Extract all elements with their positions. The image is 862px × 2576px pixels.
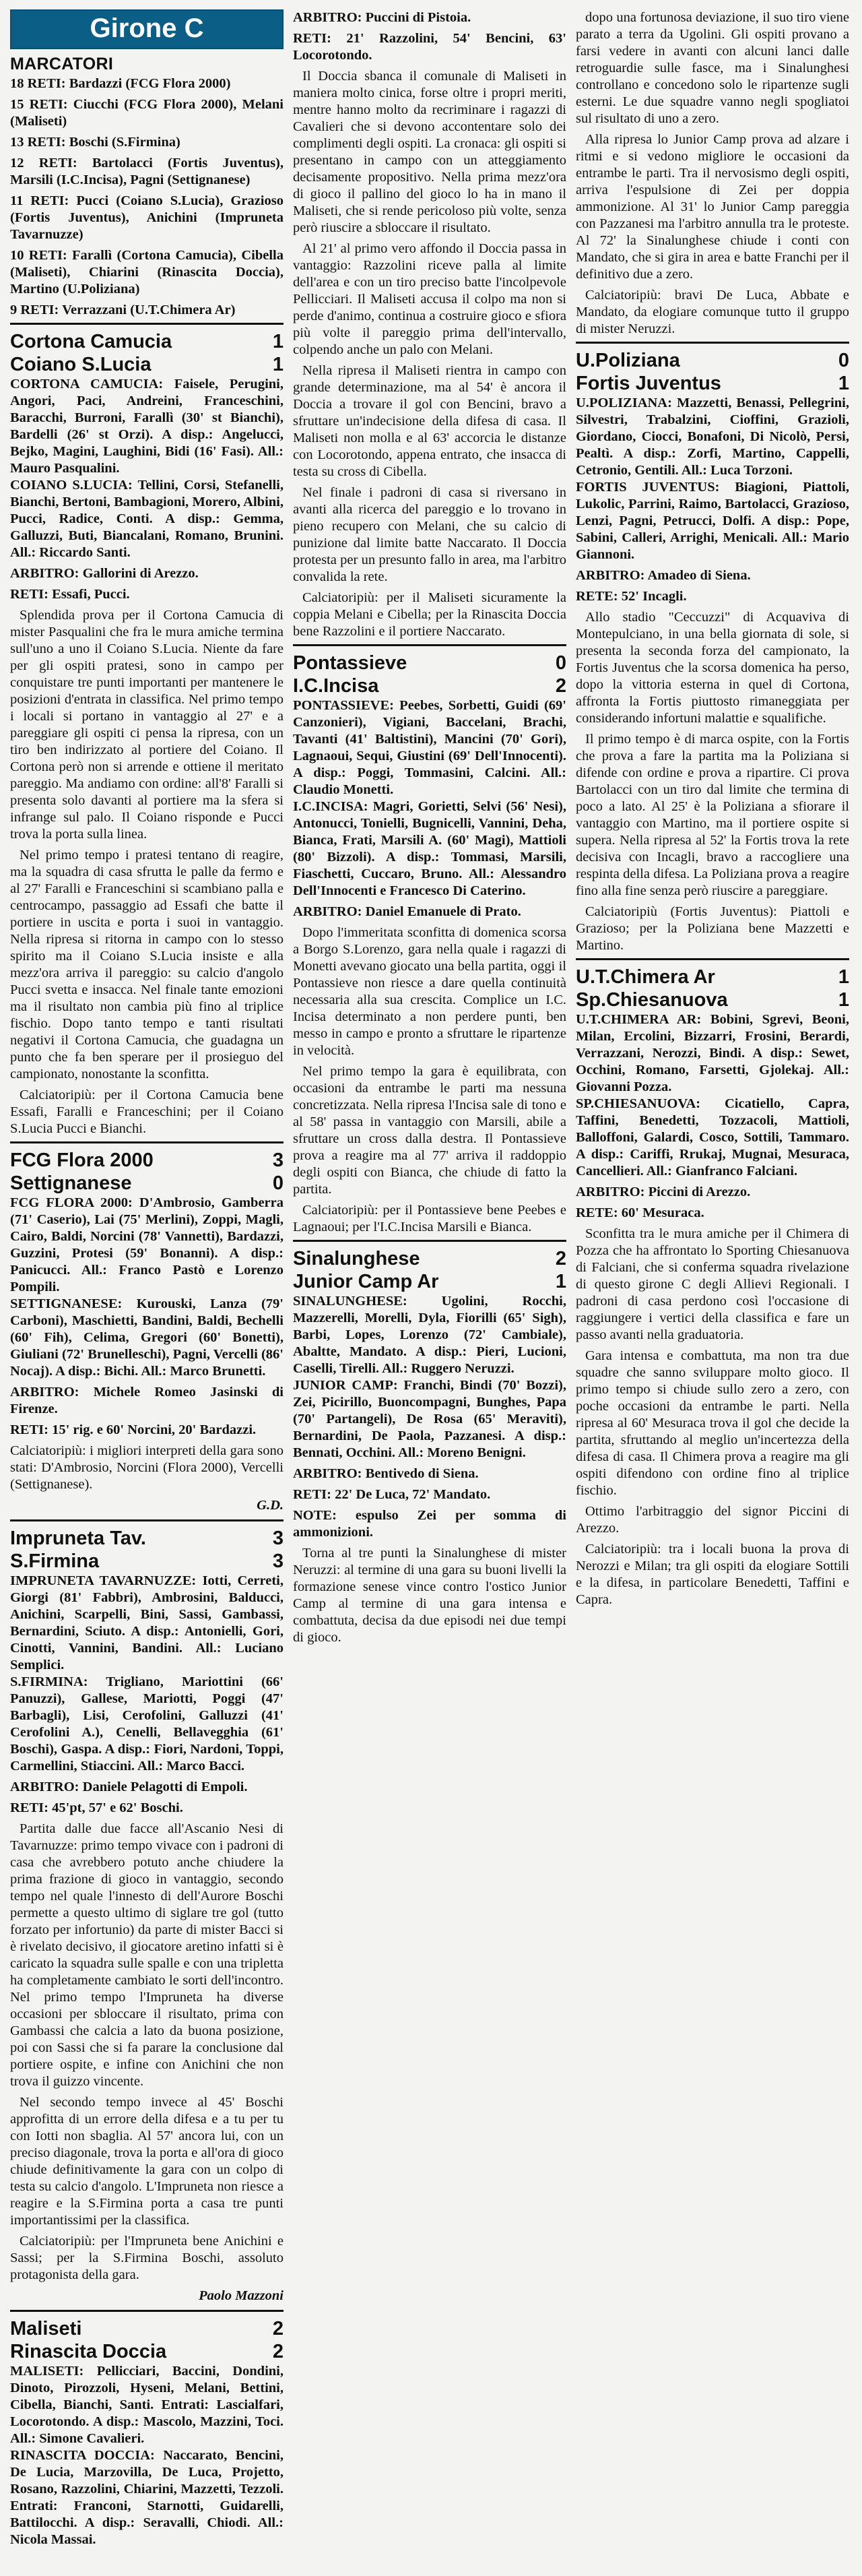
match-header-8 xyxy=(576,966,849,1011)
author-signature: Paolo Mazzoni xyxy=(199,2288,284,2303)
away-team: S.Firmina xyxy=(10,1550,100,1572)
goals: RETE: 60' Mesuraca. xyxy=(576,1205,704,1220)
away-team: Settignanese xyxy=(10,1172,132,1194)
referee: ARBITRO: Puccini di Pistoia. xyxy=(293,10,471,25)
report-paragraph: Nel secondo tempo invece al 45' Boschi approfitta di un errore della difesa e a tu per tu con Iotti non sbaglia. Al 57' ancora lui, con un preciso diagonale, trova la porta e all'ora di gioco chiude definitivamente la gara con un colpo di testa su calcio d'angolo. L'Impruneta non riesce a reagire e la S.Firmina porta a casa tre punti importantissimi per la classifica. xyxy=(10,2095,284,2228)
report-paragraph: Nella ripresa il Maliseti rientra in campo con grande determinazione, ma al 54' è ancora il Doccia a trovare il gol con Bencini, bravo a sfruttare un'indecisione della difesa di casa. Il Maliseti non molla e al 63' accorcia le distanze con Locorotondo, appena entrato, che insacca di testa su cross di Cibella. xyxy=(293,363,566,479)
home-score: 2 xyxy=(555,1248,566,1269)
home-score: 1 xyxy=(272,331,284,352)
referee: ARBITRO: Gallorini di Arezzo. xyxy=(10,566,199,581)
home-team: U.T.Chimera Ar xyxy=(576,966,715,988)
away-score: 2 xyxy=(555,675,566,697)
lineups: MALISETI: Pellicciari, Baccini, Dondini, Dinoto, Pirozzoli, Hyseni, Melani, Bettini, Cibella, Bianchi, Santi. Entrati: Lascialfari, Locorotondo. A disp.: Mascolo, Mazzini, Toci. All.: Simone Cavalieri. RINASCITA DOCCIA: Naccarato, Bencini, De Lucia, Marzovilla, De Luca, Projetto, Rosano, Razzolini, Chiarini, Mazzetti, Tezzoli. Entrati: Franconi, Starnotti, Guidarelli, Battilocchi. A disp.: Seravalli, Chiodi. All.: Nicola Massai. xyxy=(10,2364,284,2547)
away-score: 1 xyxy=(838,373,849,394)
home-score: 3 xyxy=(272,1528,284,1549)
report-paragraph: Calciatoripiù: tra i locali buona la prova di Nerozzi e Milan; tra gli ospiti da elogiare Sottili e la difesa, in particolare Benedetti, Taffini e Capra. xyxy=(576,1542,849,1607)
home-team: Cortona Camucia xyxy=(10,331,172,352)
divider xyxy=(293,1240,566,1242)
report-paragraph: Calciatoripiù: per l'Impruneta bene Anichini e Sassi; per la S.Firmina Boschi, assoluto protagonista della gara. xyxy=(10,2234,284,2282)
report-paragraph: Sconfitta tra le mura amiche per il Chimera di Pozza che ha affrontato lo Sporting Chiesanuova di Falciani, che si conferma squadra rivelazione di questo girone C degli Allievi Regionali. I padroni di casa perdono così l'occasione di raggiungere i vertici della classifica e fare un passo avanti nella graduatoria. xyxy=(576,1226,849,1342)
report-paragraph: Ottimo l'arbitraggio del signor Piccini di Arezzo. xyxy=(576,1504,849,1536)
away-team: Fortis Juventus xyxy=(576,373,721,394)
lineups: CORTONA CAMUCIA: Faisele, Perugini, Angori, Paci, Andreini, Franceschini, Baracchi, Burroni, Farallì (30' st Bianchi), Bardelli (26' st Orzi). A disp.: Angelucci, Bejko, Magini, Laughini, Bidi (16' Fasi). All.: Mauro Pasqualini. COIANO S.LUCIA: Tellini, Corsi, Stefanelli, Bianchi, Bertoni, Bambagioni, Morero, Albini, Pucci, Radice, Conti. A disp.: Gemma, Galluzzi, Buti, Biancalani, Romano, Brunini. All.: Riccardo Santi. xyxy=(10,377,284,560)
report-paragraph: Calciatoripiù: per il Pontassieve bene Peebes e Lagnaoui; per l'I.C.Incisa Marsili e Bianca. xyxy=(293,1203,566,1234)
referee: ARBITRO: Daniel Emanuele di Prato. xyxy=(293,904,521,919)
lineups: SINALUNGHESE: Ugolini, Rocchi, Mazzerelli, Morelli, Dyla, Fiorilli (65' Sigh), Barbi, Lopes, Lorenzo (72' Cambiale), Abaltte, Mandato. A disp.: Pieri, Lucioni, Caselli, Tirelli. All.: Ruggero Neruzzi. JUNIOR CAMP: Franchi, Bindi (70' Bozzi), Zei, Picirillo, Buoncompagni, Bunghes, Papa (70' Partangeli), De Rosa (65' Meraviti), Bernardini, De Paola, Pazzanesi. A disp.: Bennati, Occhini. All.: Moreno Benigni. xyxy=(293,1294,566,1460)
column-2 xyxy=(293,9,566,2556)
referee: ARBITRO: Bentivedo di Siena. xyxy=(293,1466,479,1481)
report-paragraph: dopo una fortunosa deviazione, il suo tiro viene parato a terra da Ugolini. Gli ospiti provano a farsi vedere in avanti con alcuni lanci dalle retroguardie sulle fasce, ma i Sinalunghesi controllano e concedono solo le ripartenze sugli esterni. Le due squadre vanno negli spogliatoi sul risultato di uno a zero. xyxy=(576,10,849,126)
referee: ARBITRO: Daniele Pelagotti di Empoli. xyxy=(10,1780,248,1794)
away-team: Coiano S.Lucia xyxy=(10,354,152,375)
report-paragraph: Calciatoripiù (Fortis Juventus): Piattoli e Grazioso; per la Poliziana bene Mazzetti e Martino. xyxy=(576,904,849,953)
goals: RETE: 52' Incagli. xyxy=(576,589,687,604)
away-score: 3 xyxy=(272,1550,284,1572)
away-team: Junior Camp Ar xyxy=(293,1271,439,1292)
match-header-2 xyxy=(10,1149,284,1195)
scorer-line: 12 RETI: Bartolacci (Fortis Juventus), Marsili (I.C.Incisa), Pagni (Settignanese) xyxy=(10,156,284,187)
goals: RETI: Essafi, Pucci. xyxy=(10,587,130,602)
newspaper-page xyxy=(10,9,852,2556)
away-score: 1 xyxy=(272,354,284,375)
report-paragraph: Il primo tempo è di marca ospite, con la Fortis che prova a fare la partita ma la Poliziana si difende con ordine e prova a ripartire. Ci prova Bartolacci con un tiro dal limite che termina di poco a lato. Al 25' è la Poliziana a sfiorare il vantaggio con Martino, ma il portiere ospite si supera. Nella ripresa al 52' la Fortis trova la rete decisiva con Incagli, bravo a raccogliere una respinta della difesa. La Poliziana prova a reagire fino alla fine senza però riuscire a pareggiare. xyxy=(576,732,849,898)
away-team: I.C.Incisa xyxy=(293,675,379,697)
divider xyxy=(10,1519,284,1521)
away-score: 1 xyxy=(838,989,849,1011)
report-paragraph: Il Doccia sbanca il comunale di Maliseti in maniera molto cinica, forse oltre i propri meriti, mentre hanno molto da recriminare i ragazzi di Cavalieri che si devono accontentare solo dei complimenti degli ospiti. La cronaca: gli ospiti si presentano in campo con un atteggiamento decisamente propositivo. Nella prima mezz'ora di gioco il pallino del gioco lo ha in mano il Maliseti, che si rende pericoloso più volte, senza però riuscire a sbloccare il risultato. xyxy=(293,69,566,235)
column-3 xyxy=(576,9,849,2556)
group-banner: Girone C xyxy=(10,9,284,49)
report-paragraph: Nel primo tempo i pratesi tentano di reagire, ma la squadra di casa sfrutta le palle da fermo e al 27' Faralli e Franceschini si scambiano palla e centrocampo, passaggio ad Essafi che batte il portiere in uscita e porta i suoi in vantaggio. Nella ripresa si ritorna in campo con lo stesso spirito ma il Coiano S.Lucia insiste e alla mezz'ora arriva il pareggio: su calcio d'angolo Pucci svetta e insacca. Nel finale tante emozioni ma il risultato non cambia più fino al triplice fischio. Dopo tanto tempo e tanti risultati negativi il Cortona Camucia, che guadagna un punto che fa ben sperare per il prosieguo del campionato, nonostante la sconfitta. xyxy=(10,848,284,1081)
home-score: 1 xyxy=(838,966,849,988)
report-paragraph: Calciatoripiù: bravi De Luca, Abbate e Mandato, da elogiare comunque tutto il gruppo di mister Neruzzi. xyxy=(576,288,849,336)
report-paragraph: Alla ripresa lo Junior Camp prova ad alzare i ritmi e si vedono migliore le occasioni da entrambe le parti. Tra il nervosismo degli ospiti, arriva l'espulsione di Zei per doppia ammonizione. Al 31' lo Junior Camp pareggia con Pazzanesi ma l'arbitro annulla tra le proteste. Al 72' la Sinalunghese chiude i conti con Mandato, che si gira in area e batte Franchi per il definitivo due a zero. xyxy=(576,132,849,282)
match-header-1 xyxy=(10,330,284,376)
home-score: 0 xyxy=(838,350,849,371)
scorers-list xyxy=(10,75,284,319)
away-score: 1 xyxy=(555,1271,566,1292)
report-paragraph: Gara intensa e combattuta, ma non tra due squadre che sanno sviluppare molto gioco. Il primo tempo si chiude sullo zero a zero, con poche occasioni da entrambe le parti. Nella ripresa al 60' Mesuraca trova il gol che decide la partita, sfruttando al meglio un'incertezza della difesa di casa. Il Chimera prova a reagire ma gli ospiti difendono con ordine fino al triplice fischio. xyxy=(576,1348,849,1498)
home-score: 3 xyxy=(272,1150,284,1171)
lineups: U.T.CHIMERA AR: Bobini, Sgrevi, Beoni, Milan, Ercolini, Bizzarri, Frosini, Berardi, Verrazzani, Nerozzi, Bindi. A disp.: Sewet, Occhini, Romano, Farsetti, Gjolekaj. All.: Giovanni Pozza. SP.CHIESANUOVA: Cicatiello, Capra, Taffini, Benedetti, Tozzacoli, Mattioli, Balloffoni, Galardi, Cosco, Sottili, Tammaro. A disp.: Cariffi, Rrukaj, Mugnai, Mesuraca, Cancellieri. All.: Gianfranco Falciani. xyxy=(576,1012,849,1179)
divider xyxy=(10,2310,284,2312)
home-team: Maliseti xyxy=(10,2318,82,2339)
match-header-3 xyxy=(10,1527,284,1573)
report-paragraph: Partita dalle due facce all'Ascanio Nesi di Tavarnuzze: primo tempo vivace con i padroni di casa che avrebbero potuto anche chiudere la prima frazione di gioco in vantaggio, secondo tempo nel quale l'innesto di dell'Aurore Boschi permette a questo ultimo di siglare tre gol (tutto forzato per infortunio) da parte di mister Bacci si è rivelato decisivo, il giocatore aretino infatti si è caricato la squadra sulle spalle e con una tripletta ha completamente cambiato le sorti dell'incontro. Nel primo tempo l'Impruneta ha diverse occasioni per sbloccare il risultato, prima con Gambassi che calcia a lato da buona posizione, poi con Sassi che si fa parare la conclusione dal portiere ospite, e infine con Anichini che non trova il guizzo vincente. xyxy=(10,1821,284,2089)
lineups: U.POLIZIANA: Mazzetti, Benassi, Pellegrini, Silvestri, Trabalzini, Cioffini, Grazioli, Giordano, Ciocci, Bonafoni, Di Nicolò, Persi, Pealtì. A disp.: Zorfi, Martino, Cappelli, Cetronio, Gentili. All.: Luca Torzoni. FORTIS JUVENTUS: Biagioni, Piattoli, Lukolic, Parrini, Raimo, Bartolacci, Grazioso, Lenzi, Pagni, Petrucci, Dolfi. A disp.: Pope, Sabini, Calleri, Arrighi, Menicali. All.: Mario Giannoni. xyxy=(576,396,849,562)
home-team: U.Poliziana xyxy=(576,350,680,371)
match-header-4 xyxy=(10,2317,284,2363)
home-team: FCG Flora 2000 xyxy=(10,1150,154,1171)
scorer-line: 11 RETI: Pucci (Coiano S.Lucia), Grazioso (Fortis Juventus), Anichini (Impruneta Tavarnuzze) xyxy=(10,193,284,242)
scorer-line: 18 RETI: Bardazzi (FCG Flora 2000) xyxy=(10,76,231,91)
report-paragraph: Calciatoripiù: per il Cortona Camucia bene Essafi, Faralli e Franceschini; per il Coiano S.Lucia Pucci e Bianchi. xyxy=(10,1088,284,1136)
away-team: Rinascita Doccia xyxy=(10,2341,167,2362)
home-team: Pontassieve xyxy=(293,652,407,674)
scorer-line: 10 RETI: Farallì (Cortona Camucia), Cibella (Maliseti), Chiarini (Rinascita Doccia), Martino (U.Poliziana) xyxy=(10,248,284,296)
scorer-line: 15 RETI: Ciucchi (FCG Flora 2000), Melani (Maliseti) xyxy=(10,97,284,129)
home-score: 2 xyxy=(272,2318,284,2339)
away-score: 0 xyxy=(272,1172,284,1194)
lineups: FCG FLORA 2000: D'Ambrosio, Gamberra (71' Caserio), Lai (75' Merlini), Zoppi, Magli, Cairo, Baldi, Norcini (78' Vannetti), Bardazzi, Guzzini, Protesi (59' Bonanni). A disp.: Panicucci. All.: Franco Pastò e Lorenzo Pompili. SETTIGNANESE: Kurouski, Lanza (79' Carboni), Maschietti, Bandini, Baldi, Bechelli (60' Fih), Celima, Gregori (60' Bonetti), Giuliani (72' Brunelleschi), Pagni, Vercelli (86' Nocaj). A disp.: Bichi. All.: Marco Brunetti. xyxy=(10,1195,284,1379)
match-header-6 xyxy=(293,1247,566,1293)
report-paragraph: Al 21' al primo vero affondo il Doccia passa in vantaggio: Razzolini riceve palla al limite dell'area e con un tiro preciso batte l'incolpevole Pellicciari. Il Maliseti accusa il colpo ma non si perde d'animo, continua a costruire gioco e sfiora più volte il pareggio prima dell'intervallo, colpendo anche un palo con Melani. xyxy=(293,241,566,357)
match-header-5 xyxy=(293,652,566,697)
referee: ARBITRO: Amadeo di Siena. xyxy=(576,568,751,583)
goals: RETI: 45'pt, 57' e 62' Boschi. xyxy=(10,1800,183,1815)
referee: ARBITRO: Michele Romeo Jasinski di Firenze. xyxy=(10,1385,284,1416)
report-paragraph: Torna al tre punti la Sinalunghese di mister Neruzzi: al termine di una gara su buoni livelli la formazione senese vince contro l'ostico Junior Camp al termine di una gara intensa e combattuta, decisa da due episodi nei due tempi di gioco. xyxy=(293,1546,566,1645)
divider xyxy=(293,644,566,646)
lineups: IMPRUNETA TAVARNUZZE: Iotti, Cerreti, Giorgi (81' Fabbri), Ambrosini, Balducci, Anichini, Scarpelli, Bini, Sassi, Gambassi, Bernardini, Sciuto. A disp.: Antonielli, Gori, Cinotti, Vannini, Bandini. All.: Luciano Semplici. S.FIRMINA: Trigliano, Mariottini (66' Panuzzi), Gallese, Mariotti, Poggi (47' Barbagli), Lisi, Cerofolini, Galluzzi (41' Cerofolini A.), Cenelli, Bellavegghia (61' Boschi), Gaspa. A disp.: Fiori, Nardoni, Toppi, Carmellini, Stiaccini. All.: Marco Bacci. xyxy=(10,1573,284,1773)
scorers-title: MARCATORI xyxy=(10,55,114,73)
divider xyxy=(10,323,284,325)
home-score: 0 xyxy=(555,652,566,674)
column-1 xyxy=(10,9,284,2556)
referee: ARBITRO: Piccini di Arezzo. xyxy=(576,1185,751,1199)
divider xyxy=(10,1141,284,1143)
goals: RETI: 15' rig. e 60' Norcini, 20' Bardazzi. xyxy=(10,1422,257,1437)
goals: RETI: 22' De Luca, 72' Mandato. xyxy=(293,1487,491,1502)
report-paragraph: Splendida prova per il Cortona Camucia di mister Pasqualini che fra le mura amiche termina sull'uno a uno il Coiano S.Lucia. Niente da fare per gli ospiti pratesi, sono in campo per conquistare tre punti importanti per mantenere le posizioni d'entrata in classifica. Nel primo tempo i locali si portano in vantaggio al 27' e a pareggiare gli ospiti ci pensa la ripresa, con un tiro ben indirizzato al portiere del Coiano. Il Cortona però non si arrende e ottiene il meritato pareggio. Ma andiamo con ordine: all'8' Faralli si presenta solo davanti al portiere ma la sfera si infrange sul palo. Il Coiano risponde e Pucci trova la porta sulla linea. xyxy=(10,608,284,842)
divider xyxy=(576,958,849,960)
divider xyxy=(576,342,849,344)
home-team: Impruneta Tav. xyxy=(10,1528,146,1549)
notes: Calciatoripiù: i migliori interpreti della gara sono stati: D'Ambrosio, Norcini (Flora 2000), Vercelli (Settignanese). xyxy=(10,1443,284,1492)
lineups: PONTASSIEVE: Peebes, Sorbetti, Guidi (69' Canzonieri), Vigiani, Baccelani, Brachi, Tavanti (41' Baltistini), Mancini (70' Gori), Lagnaoui, Sequi, Giustini (69' Dell'Innocenti). A disp.: Poggi, Tommasini, Calcini. All.: Claudio Monetti. I.C.INCISA: Magri, Gorietti, Selvi (56' Nesi), Antonucci, Tonielli, Bugnicelli, Vannini, Deha, Bianca, Frati, Marsili A. (60' Magi), Mattioli (80' Bizzoli). A disp.: Tommasi, Marsili, Fiaschetti, Cuccaro, Bruno. All.: Alessandro Dell'Innocenti e Francesco Di Caterino. xyxy=(293,698,566,898)
scorer-line: 13 RETI: Boschi (S.Firmina) xyxy=(10,135,180,150)
goals: RETI: 21' Razzolini, 54' Bencini, 63' Locorotondo. xyxy=(293,31,566,63)
report-paragraph: Nel finale i padroni di casa si riversano in avanti alla ricerca del pareggio e lo trovano in pieno recupero con Melani, che su calcio di punizione dal limite batte Naccarato. Il Doccia protesta per un presunto fallo in area, ma l'arbitro convalida la rete. xyxy=(293,485,566,584)
author-signature: G.D. xyxy=(257,1498,284,1513)
home-team: Sinalunghese xyxy=(293,1248,420,1269)
report-paragraph: Calciatoripiù: per il Maliseti sicuramente la coppia Melani e Cibella; per la Rinascita Doccia bene Razzolini e il portiere Naccarato. xyxy=(293,590,566,639)
scorer-line: 9 RETI: Verrazzani (U.T.Chimera Ar) xyxy=(10,303,236,317)
away-team: Sp.Chiesanuova xyxy=(576,989,728,1011)
report-paragraph: Nel primo tempo la gara è equilibrata, con occasioni da entrambe le parti ma nessuna concretizzata. Nella ripresa l'Incisa sale di tono e al 58' passa in vantaggio con Marsili, abile a sfruttare un cross dalla destra. Il Pontassieve prova a reagire ma al 77' arriva il raddoppio degli ospiti con Bianca, che chiude di fatto la partita. xyxy=(293,1064,566,1197)
report-paragraph: Dopo l'immeritata sconfitta di domenica scorsa a Borgo S.Lorenzo, gara nella quale i ragazzi di Monetti avevano giocato una bella partita, oggi il Pontassieve non riesce a dare quella continuità necessaria alla sua crescita. Complice un I.C. Incisa determinato a non perdere punti, ben messo in campo e pronto a sfruttare le ripartenze in velocità. xyxy=(293,925,566,1058)
report-paragraph: Allo stadio "Ceccuzzi" di Acquaviva di Montepulciano, in una bella giornata di sole, si presenta la seconda forza del campionato, la Fortis Juventus che la scorsa domenica ha perso, dopo la vittoria esterna in quel di Cortona, affronta la Fortis piuttosto rimaneggiata per considerando infortuni malattie e squalifiche. xyxy=(576,610,849,726)
notes: NOTE: espulso Zei per somma di ammonizioni. xyxy=(293,1508,566,1540)
away-score: 2 xyxy=(272,2341,284,2362)
match-header-7 xyxy=(576,349,849,395)
